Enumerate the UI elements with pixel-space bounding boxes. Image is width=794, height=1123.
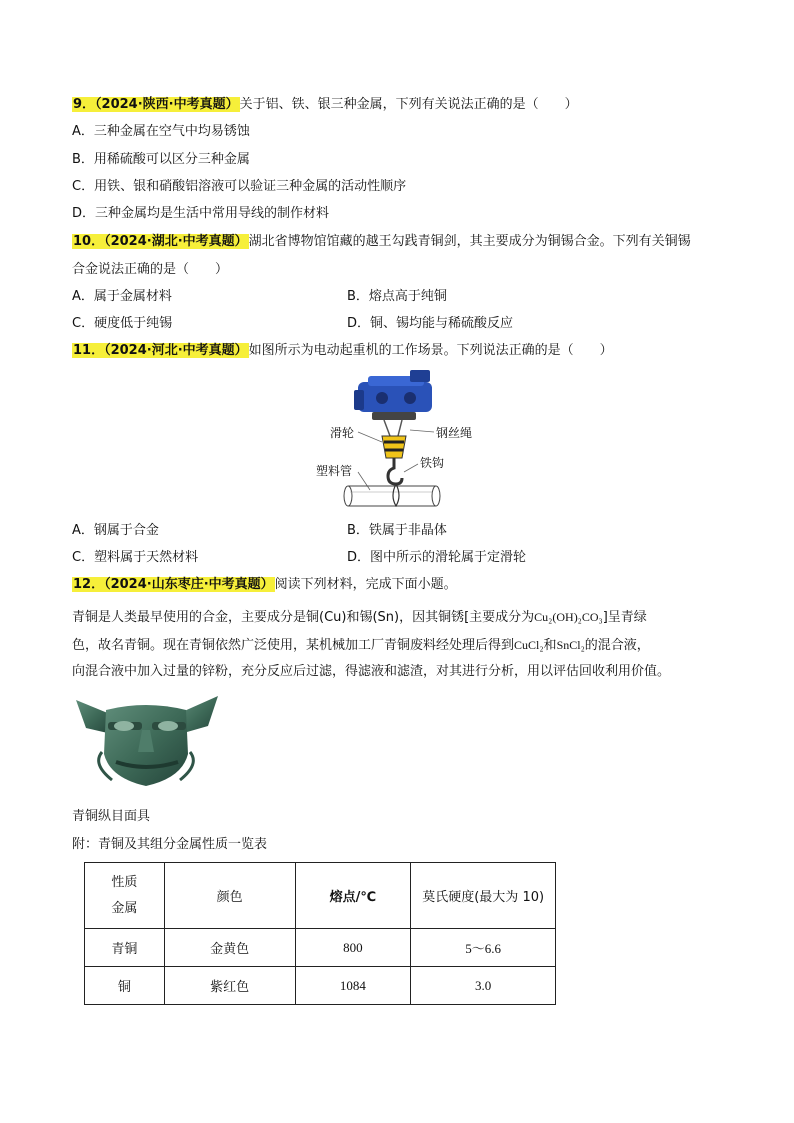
iron-hook (388, 458, 402, 484)
label-plastic-pipe: 塑料管 (316, 464, 353, 478)
metal-properties-table (84, 862, 556, 1005)
table-header-row (85, 863, 556, 929)
label-pulley: 滑轮 (330, 426, 355, 440)
cell-melting-point: 800 (295, 929, 411, 967)
pulley-block (382, 436, 406, 458)
label-iron-hook: 铁钩 (420, 456, 445, 470)
header-melting-point: 熔点/℃ (295, 863, 411, 929)
cell-melting-point: 1084 (295, 967, 411, 1005)
question-9-option-a: A．三种金属在空气中均易锈蚀 (72, 124, 250, 139)
question-11-option-c: C．塑料属于天然材料 (72, 550, 199, 565)
table-title: 附：青铜及其组分金属性质一览表 (72, 837, 268, 852)
formula-cucl2: CuCl₂ (514, 638, 544, 652)
table-corner-cell: 性质 金属 (85, 863, 165, 929)
bronze-mask-photo (72, 694, 222, 792)
header-hardness: 莫氏硬度(最大为 10) (411, 863, 556, 929)
formula-sncl2: SnCl₂ (556, 638, 585, 652)
cell-metal: 青铜 (85, 929, 165, 967)
question-11-option-d: D．图中所示的滑轮属于定滑轮 (347, 550, 527, 565)
question-10-stem: 10．（2024·湖北·中考真题）湖北省博物馆馆藏的越王勾践青铜剑，其主要成分为铜锡合金。下列有关铜锡 (73, 234, 691, 249)
question-11-stem: 11．（2024·河北·中考真题）如图所示为电动起重机的工作场景。下列说法正确的是（ ） (73, 343, 613, 358)
question-10-source: 10．（2024·湖北·中考真题） (73, 234, 248, 249)
cell-hardness: 5～6.6 (411, 929, 556, 967)
cell-metal: 铜 (85, 967, 165, 1005)
table-row (85, 967, 556, 1005)
label-steel-rope: 钢丝绳 (436, 426, 473, 440)
steel-rope (384, 420, 390, 436)
material-paragraph-line-3: 向混合液中加入过量的锌粉，充分反应后过滤，得滤液和滤渣，对其进行分析，用以评估回收利用价值。 (72, 664, 671, 679)
cell-color: 金黄色 (164, 929, 295, 967)
question-11-option-a: A．钢属于合金 (72, 523, 159, 538)
formula-copper-rust: Cu₂(OH)₂CO₃ (534, 610, 603, 624)
question-10-stem-cont: 合金说法正确的是（ ） (72, 262, 229, 277)
table-row (85, 929, 556, 967)
mask-caption: 青铜纵目面具 (72, 809, 151, 824)
header-color: 颜色 (164, 863, 295, 929)
cell-color: 紫红色 (164, 967, 295, 1005)
question-9-source: 9．（2024·陕西·中考真题） (73, 97, 239, 112)
question-9-option-d: D．三种金属均是生活中常用导线的制作材料 (72, 206, 330, 221)
question-10-option-d: D．铜、锡均能与稀硫酸反应 (347, 316, 514, 331)
cell-hardness: 3.0 (411, 967, 556, 1005)
question-12-source: 12．（2024·山东枣庄·中考真题） (73, 577, 274, 592)
question-9-stem: 9．（2024·陕西·中考真题）关于铝、铁、银三种金属，下列有关说法正确的是（ ） (73, 97, 578, 112)
question-10-option-c: C．硬度低于纯锡 (72, 316, 173, 331)
question-11-option-b: B．铁属于非晶体 (347, 523, 447, 538)
plastic-pipe (344, 486, 352, 506)
question-12-stem: 12．（2024·山东枣庄·中考真题）阅读下列材料，完成下面小题。 (73, 577, 457, 592)
material-paragraph-line-2: 色，故名青铜。现在青铜依然广泛使用，某机械加工厂青铜废料经处理后得到CuCl₂和SnCl₂的混合液， (72, 638, 650, 653)
hoist-motor (358, 382, 432, 412)
question-11-source: 11．（2024·河北·中考真题） (73, 343, 248, 358)
question-10-option-a: A．属于金属材料 (72, 289, 172, 304)
question-9-option-b: B．用稀硫酸可以区分三种金属 (72, 152, 250, 167)
question-9-option-c: C．用铁、银和硝酸铝溶液可以验证三种金属的活动性顺序 (72, 179, 407, 194)
question-10-option-b: B．熔点高于纯铜 (347, 289, 447, 304)
crane-figure (310, 368, 490, 508)
bronze-mask-illustration (72, 694, 222, 792)
material-paragraph-line-1: 青铜是人类最早使用的合金，主要成分是铜(Cu)和锡(Sn)，因其铜锈[主要成分为Cu₂(OH)₂CO₃]呈青绿 (72, 610, 647, 625)
cable-drum (372, 412, 416, 420)
